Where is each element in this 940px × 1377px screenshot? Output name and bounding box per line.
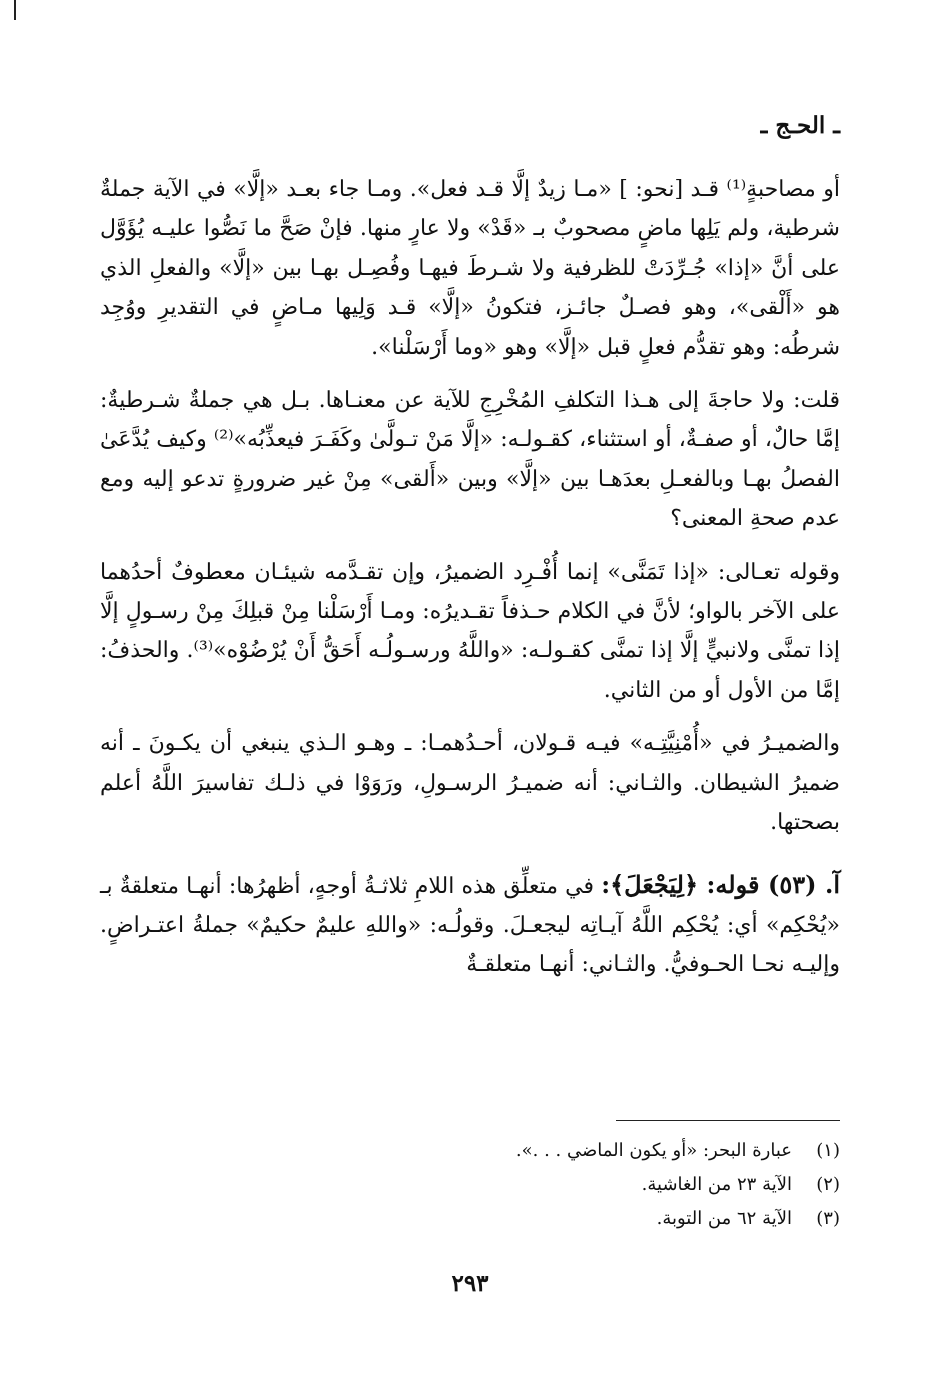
- footnote-number: (٢): [816, 1174, 840, 1195]
- footnote-3: [100, 1202, 840, 1236]
- main-text: [100, 170, 840, 999]
- corner-mark: [14, 0, 16, 20]
- paragraph-4: والضميـرُ في «أُمْنِيَّتِـه» فيـه قـولان، أحـدُهمـا: ـ وهـو الـذي ينبغي أن يكـونَ ـ أنه ضميرُ الشيطان. والثـاني: أنه ضميـرُ الرسـولِ، ورَوَوْا في ذلـك تفاسيرَ اللَّهُ أعلم بصحتها.: [100, 731, 840, 836]
- verse-paragraph: [100, 865, 840, 985]
- verse-reference: آ. (٥٣) قوله: ﴿لِيَجْعَلَ﴾:: [601, 869, 841, 899]
- footnote-text: الآية ٢٣ من الغاشية.: [641, 1174, 792, 1195]
- footnote-number: (١): [816, 1140, 840, 1161]
- paragraph-2: قلت: ولا حاجةَ إلى هـذا التكلفِ المُخْرِجِ للآية عن معنـاها. بـل هي جملةٌ شـرطيةٌ: إمَّا حالٌ، أو صفـةٌ، أو استثناء، كقـولـه: «إلَّا مَنْ تـولَّىٰ وكَفَـرَ فيعذِّبُه»⁽²⁾ وكيف يُدَّعَىٰ الفصلُ بهـا وبالفعـلِ بعدَهـا بين «إلَّا» وبين «أَلقى» مِنْ غير ضرورةٍ تدعو إليه ومع عدم صحةِ المعنى؟: [100, 388, 840, 532]
- verse-commentary: في متعلِّق هذه اللامِ ثلاثـةُ أوجهٍ، أظهرُها: أنهـا متعلقةٌ بـ «يُحْكِم» أي: يُحْكِم اللَّهُ آيـاتِه ليجعـلَ. وقولُـه: «واللهِ عليمٌ حكيمٌ» جملةُ اعتـراضٍ. وإليـه نحـا الحـوفيُّ. والثـاني: أنهـا متعلقـةٌ: [100, 873, 840, 978]
- footnote-2: [100, 1168, 840, 1202]
- footnotes: [100, 1134, 840, 1236]
- paragraph-3: وقوله تعـالى: «إذا تَمَنَّى» إنما أُفْـرِد الضميرُ، وإن تقـدَّمه شيئـان معطوفٌ أحدُهما على الآخر بالواو؛ لأنَّ في الكلام حـذفاً تقـديرُه: ومـا أَرْسَلْنا مِنْ قبلِكَ مِنْ رسـولٍ إلَّا إذا تمنَّى ولانبيٍّ إلَّا إذا تمنَّى كقـولـه: «واللَّهُ ورسـولُـه أَحَقُّ أَنْ يُرْضُوْه»⁽³⁾. والحذفُ: إمَّا من الأول أو من الثاني.: [100, 559, 840, 703]
- footnote-1: [100, 1134, 840, 1168]
- paragraph-1: أو مصاحبةٍ⁽¹⁾ قـد [نحو: ] «مـا زيدٌ إلَّا قـد فعل». ومـا جاء بعـد «إلَّا» في الآية جملةٌ شرطية، ولم يَلِها ماضٍ مصحوبٌ بـ «قَدْ» ولا عارٍ منها. فإنْ صَحَّ ما نَصُّوا عليـه يُؤَوَّل على أنَّ «إذا» جُـرِّدَتْ للظرفية ولا شـرطَ فيهـا وفُصِـل بهـا بين «إلَّا» والفعلِ الذي هو «أَلْقى»، وهو فصـلٌ جائـز، فتكونُ «إلَّا» قـد وَلِيها مـاضٍ في التقديرِ ووُجِد شرطُه: وهو تقدُّم فعلٍ قبل «إلَّا» وهو «وما أَرْسَلْنا».: [100, 177, 840, 360]
- running-header: ـ الحـج ـ: [760, 112, 840, 139]
- footnote-separator: [616, 1120, 840, 1121]
- footnote-text: الآية ٦٢ من التوبة.: [656, 1208, 792, 1229]
- page-number: ٢٩٣: [451, 1270, 489, 1297]
- footnote-text: عبارة البحر: «أو يكون الماضي . . .».: [515, 1140, 792, 1161]
- footnote-number: (٣): [816, 1208, 840, 1229]
